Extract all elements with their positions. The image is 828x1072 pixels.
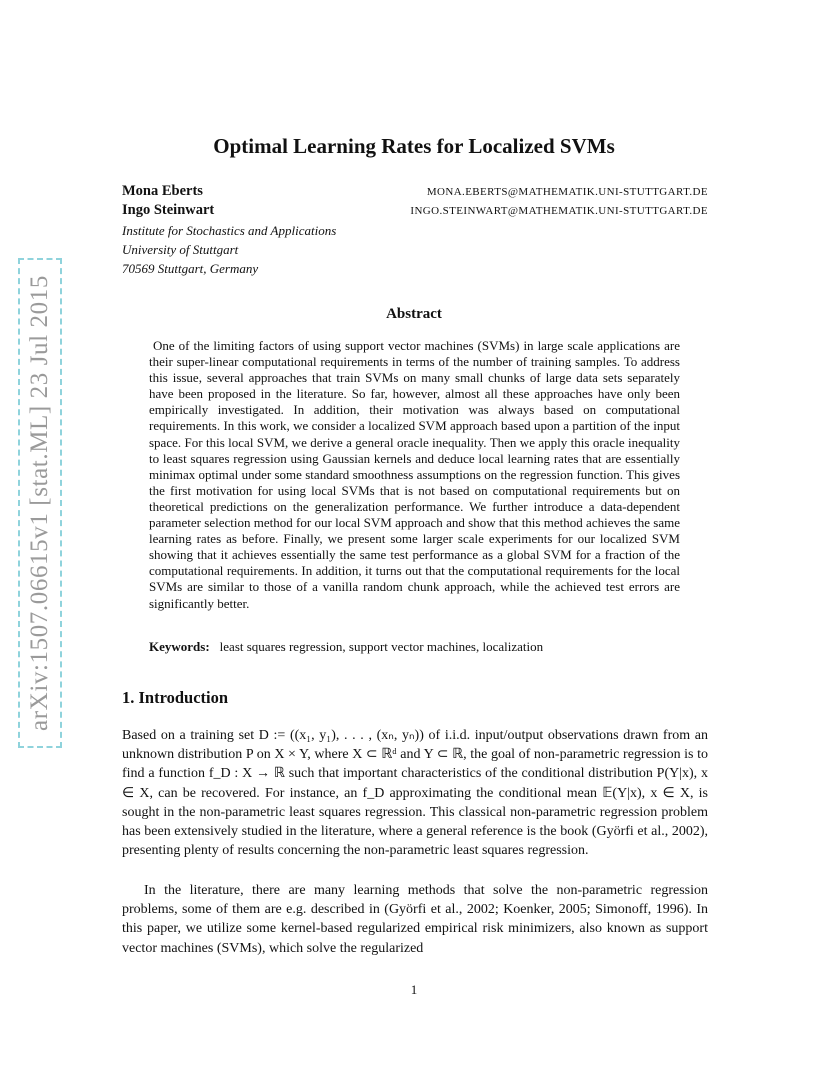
section-heading: 1. Introduction [122,688,229,707]
page-number: 1 [410,982,418,997]
author-name: Mona Eberts [122,183,203,199]
author-block [122,183,708,278]
body-paragraph: Based on a training set D := ((x₁, y₁), . . . , (xₙ, yₙ)) of i.i.d. input/output observations drawn from an unknown distribution P on X × Y, where X ⊂ ℝᵈ and Y ⊂ ℝ, the goal of non-parametric regression is to find a function f_D : X → ℝ such that important characteristics of the conditional distribution P(Y|x), x ∈ X, can be recovered. For instance, an f_D approximating the conditional mean 𝔼(Y|x), x ∈ X, is sought in the non-parametric least squares regression. This classical non-parametric regression problem has been extensively studied in the literature, where a general reference is the book (Györfi et al., 2002), presenting plenty of results concerning the non-parametric least squares regression. [122,728,708,859]
arxiv-stamp[interactable] [18,258,62,748]
affiliation-line: 70569 Stuttgart, Germany [122,261,259,276]
author-row [122,202,708,221]
keywords [149,639,680,655]
paper-title: Optimal Learning Rates for Localized SVMs [213,134,615,158]
affiliation-line: University of Stuttgart [122,242,239,257]
arxiv-stamp-text[interactable]: arXiv:1507.06615v1 [stat.ML] 23 Jul 2015 [26,275,54,731]
author-email[interactable]: MONA.EBERTS@MATHEMATIK.UNI-STUTTGART.DE [426,186,708,198]
keywords-label: Keywords: [149,639,210,654]
abstract-text: One of the limiting factors of using support vector machines (SVMs) in large scale applications are their super-linear computational requirements in terms of the number of training samples. To address this issue, several approaches that train SVMs on many small chunks of large data sets separately have been proposed in the literature. So far, however, almost all these approaches have only been empirically investigated. In addition, their motivation was always based on computational requirements. In this work, we consider a localized SVM approach based upon a partition of the input space. For this local SVM, we derive a general oracle inequality. Then we apply this oracle inequality to least squares regression using Gaussian kernels and deduce local learning rates that are essentially minimax optimal under some standard smoothness assumptions on the regression function. This gives the first motivation for using local SVMs that is not based on computational requirements but on theoretical predictions on the generalization performance. We further introduce a data-dependent parameter selection method for our local SVM approach and show that this method achieves the same learning rates as before. Finally, we present some larger scale experiments for our localized SVM showing that it achieves essentially the same test performance as a global SVM for a fraction of the computational requirements. In addition, it turns out that the computational requirements for the local SVMs are similar to those of a vanilla random chunk approach, while the achieved test errors are significantly better. [149,338,680,611]
keywords-text: least squares regression, support vector machines, localization [219,639,544,654]
body-paragraph: In the literature, there are many learning methods that solve the non-parametric regression problems, some of them are e.g. described in (Györfi et al., 2002; Koenker, 2005; Simonoff, 1996). In this paper, we utilize some kernel-based regularized empirical risk minimizers, also known as support vector machines (SVMs), which solve the regularized [122,883,708,956]
author-email[interactable]: INGO.STEINWART@MATHEMATIK.UNI-STUTTGART.DE [410,205,708,217]
author-row [122,183,708,202]
abstract-heading: Abstract [386,306,442,322]
affiliation-line: Institute for Stochastics and Applications [122,223,337,238]
author-name: Ingo Steinwart [122,202,215,218]
